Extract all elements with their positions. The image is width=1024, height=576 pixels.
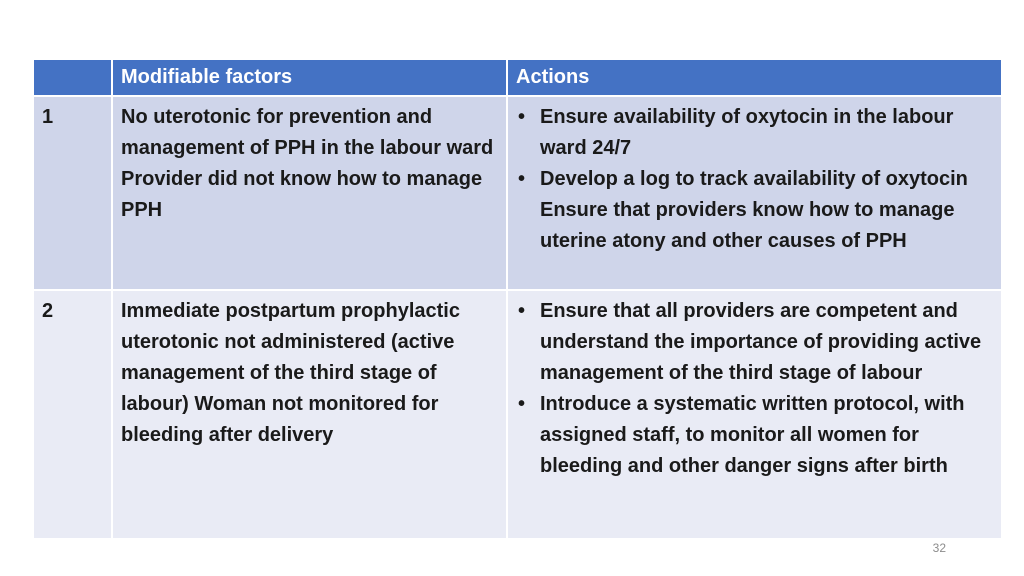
- table-row: [33, 290, 1002, 539]
- row-number: 1: [33, 96, 112, 290]
- bullet-icon: •: [518, 106, 526, 128]
- table-header-row: [33, 59, 1002, 96]
- page-number: 32: [932, 541, 946, 555]
- table-row: [33, 96, 1002, 290]
- row-number: 2: [33, 290, 112, 539]
- header-modifiable-factors: Modifiable factors: [112, 59, 507, 96]
- factors-actions-table: [32, 58, 1003, 540]
- list-item: [516, 389, 993, 482]
- actions-cell: [507, 96, 1002, 290]
- actions-list: [516, 296, 993, 482]
- actions-cell: [507, 290, 1002, 539]
- action-text: Ensure availability of oxytocin in the labour ward 24/7: [540, 106, 954, 159]
- action-text: Develop a log to track availability of oxytocin Ensure that providers know how to manage uterine atony and other causes of PPH: [540, 168, 968, 252]
- modifiable-factor-cell: No uterotonic for prevention and management of PPH in the labour ward Provider did not know how to manage PPH: [112, 96, 507, 290]
- actions-list: [516, 102, 993, 257]
- list-item: [516, 296, 993, 389]
- action-text: Introduce a systematic written protocol, with assigned staff, to monitor all women for bleeding and other danger signs after birth: [540, 393, 965, 477]
- list-item: [516, 102, 993, 164]
- modifiable-factor-cell: Immediate postpartum prophylactic uterotonic not administered (active management of the third stage of labour) Woman not monitored for bleeding after delivery: [112, 290, 507, 539]
- header-number: [33, 59, 112, 96]
- bullet-icon: •: [518, 168, 526, 190]
- header-actions: Actions: [507, 59, 1002, 96]
- action-text: Ensure that all providers are competent and understand the importance of providing active management of the third stage of labour: [540, 300, 982, 384]
- bullet-icon: •: [518, 393, 526, 415]
- list-item: [516, 164, 993, 257]
- bullet-icon: •: [518, 300, 526, 322]
